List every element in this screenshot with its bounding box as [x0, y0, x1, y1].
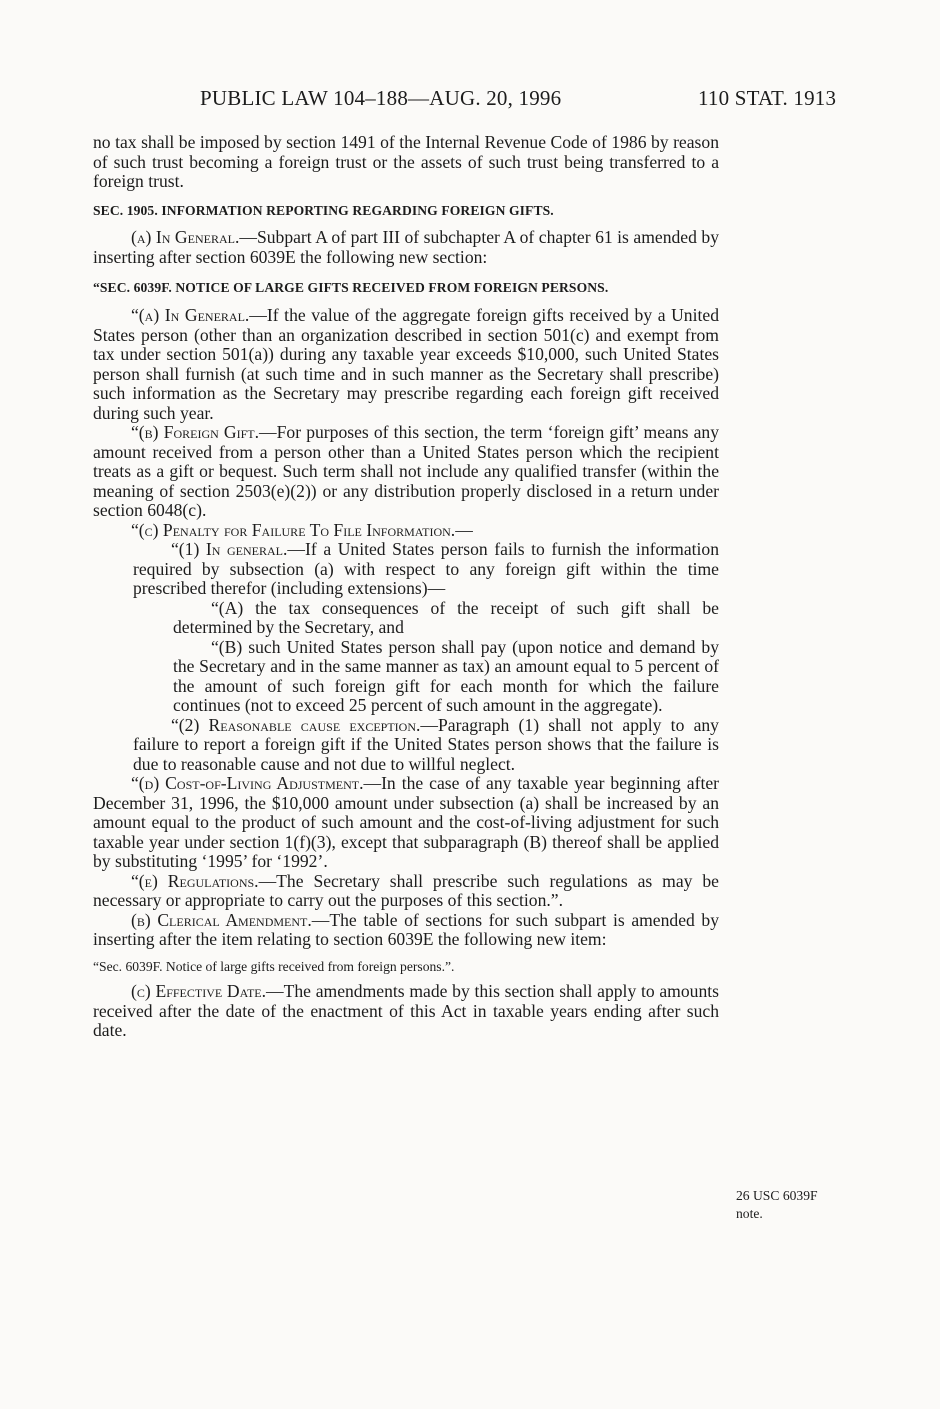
subsection-a-text: —Subpart A of part III of subchapter A of chapter 61 is amended by inserting after section 6039E the following new section: [93, 227, 719, 267]
carryover-paragraph: no tax shall be imposed by section 1491 of the Internal Revenue Code of 1986 by reason of such trust becoming a foreign trust or the assets of such trust being transferred to a foreign trust. [93, 132, 719, 191]
inserted-b-text: —For purposes of this section, the term ‘foreign gift’ means any amount received from a person other than a United States person which the recipient treats as a gift or bequest. Such term shall not include any qualified transfer (within the meaning of section 2503(e)(2)) or any distribution properly disclosed in a return under section 6048(c). [93, 422, 720, 520]
paragraph-c1-heading: “(1) In general. [171, 539, 288, 559]
inserted-e-heading: “(e) Regulations. [131, 870, 259, 891]
subsection-b-heading: (b) Clerical Amendment. [131, 909, 312, 930]
subsection-c-heading: (c) Effective Date. [131, 981, 267, 1001]
running-header-title: PUBLIC LAW 104–188—AUG. 20, 1996 [200, 86, 562, 110]
subparagraph-b: “(B) such United States person shall pay (upon notice and demand by the Secretary and in the same manner as tax) an amount equal to 5 percent of the amount of such foreign gift for each month for which the failure continues (not to exceed 25 percent of such amount in the aggregate). [173, 636, 719, 715]
paragraph-c2-heading: “(2) Reasonable cause exception. [171, 714, 421, 735]
paragraph-c1-text: —If a United States person fails to furnish the information required by subsection (a) with respect to any foreign gift within the time prescribed therefor (including extensions)— [133, 539, 719, 598]
subsection-c-paragraph [93, 982, 719, 1041]
inserted-subsection-d [93, 774, 719, 872]
subsection-a-heading: (a) In General. [131, 227, 240, 247]
inserted-c-heading: “(c) Penalty for Failure To File Information. [131, 519, 456, 540]
inserted-a-text: —If the value of the aggregate foreign gifts received by a United States person (other than an organization described in section 501(c) and exempt from tax under section 501(a)) during any taxable year exceeds $10,000, such United States person shall furnish (at such time and in such manner as the Secretary shall prescribe) such information as the Secretary may prescribe regarding each foreign gift received during such year. [93, 305, 719, 423]
inserted-d-heading: “(d) Cost-of-Living Adjustment. [131, 773, 364, 793]
margin-note-label: note. [736, 1206, 763, 1221]
body-text [93, 133, 719, 1041]
inserted-c-text: — [455, 519, 473, 540]
paragraph-c1 [133, 540, 719, 599]
inserted-subsection-b [93, 423, 719, 521]
subsection-b-paragraph [93, 911, 719, 950]
section-1905-heading: SEC. 1905. INFORMATION REPORTING REGARDING FOREIGN GIFTS. [93, 202, 554, 218]
inserted-subsection-e [93, 872, 719, 911]
inserted-d-text: —In the case of any taxable year beginning after December 31, 1996, the $10,000 amount under subsection (a) shall be increased by an amount equal to the product of such amount and the cost-of-living adjustment for such taxable year under section 1(f)(3), except that subparagraph (B) thereof shall be applied by substituting ‘1995’ for ‘1992’. [93, 773, 719, 871]
statute-page-number: 110 STAT. 1913 [698, 86, 837, 110]
subparagraph-a: “(A) the tax consequences of the receipt of such gift shall be determined by the Secretary, and [173, 597, 719, 637]
subsection-a-paragraph [93, 228, 719, 267]
section-6039f-heading: “SEC. 6039F. NOTICE OF LARGE GIFTS RECEIVED FROM FOREIGN PERSONS. [93, 280, 609, 295]
inserted-subsection-c [93, 521, 719, 541]
inserted-a-heading: “(a) In General. [131, 305, 250, 325]
subsection-c-text: —The amendments made by this section shall apply to amounts received after the date of the enactment of this Act in taxable years ending after such date. [93, 981, 719, 1040]
paragraph-c2 [133, 716, 719, 775]
margin-note [736, 1187, 818, 1223]
paragraph-c2-text: —Paragraph (1) shall not apply to any failure to report a foreign gift if the United States person shows that the failure is due to reasonable cause and not due to willful neglect. [133, 714, 719, 774]
table-of-sections-item: “Sec. 6039F. Notice of large gifts received from foreign persons.”. [93, 958, 455, 974]
inserted-b-heading: “(b) Foreign Gift. [131, 422, 260, 442]
inserted-e-text: —The Secretary shall prescribe such regulations as may be necessary or appropriate to carry out the purposes of this section.”. [93, 870, 719, 910]
margin-note-citation: 26 USC 6039F [736, 1188, 818, 1203]
subsection-b-text: —The table of sections for such subpart is amended by inserting after the item relating to section 6039E the following new item: [93, 909, 720, 949]
inserted-subsection-a [93, 306, 719, 423]
